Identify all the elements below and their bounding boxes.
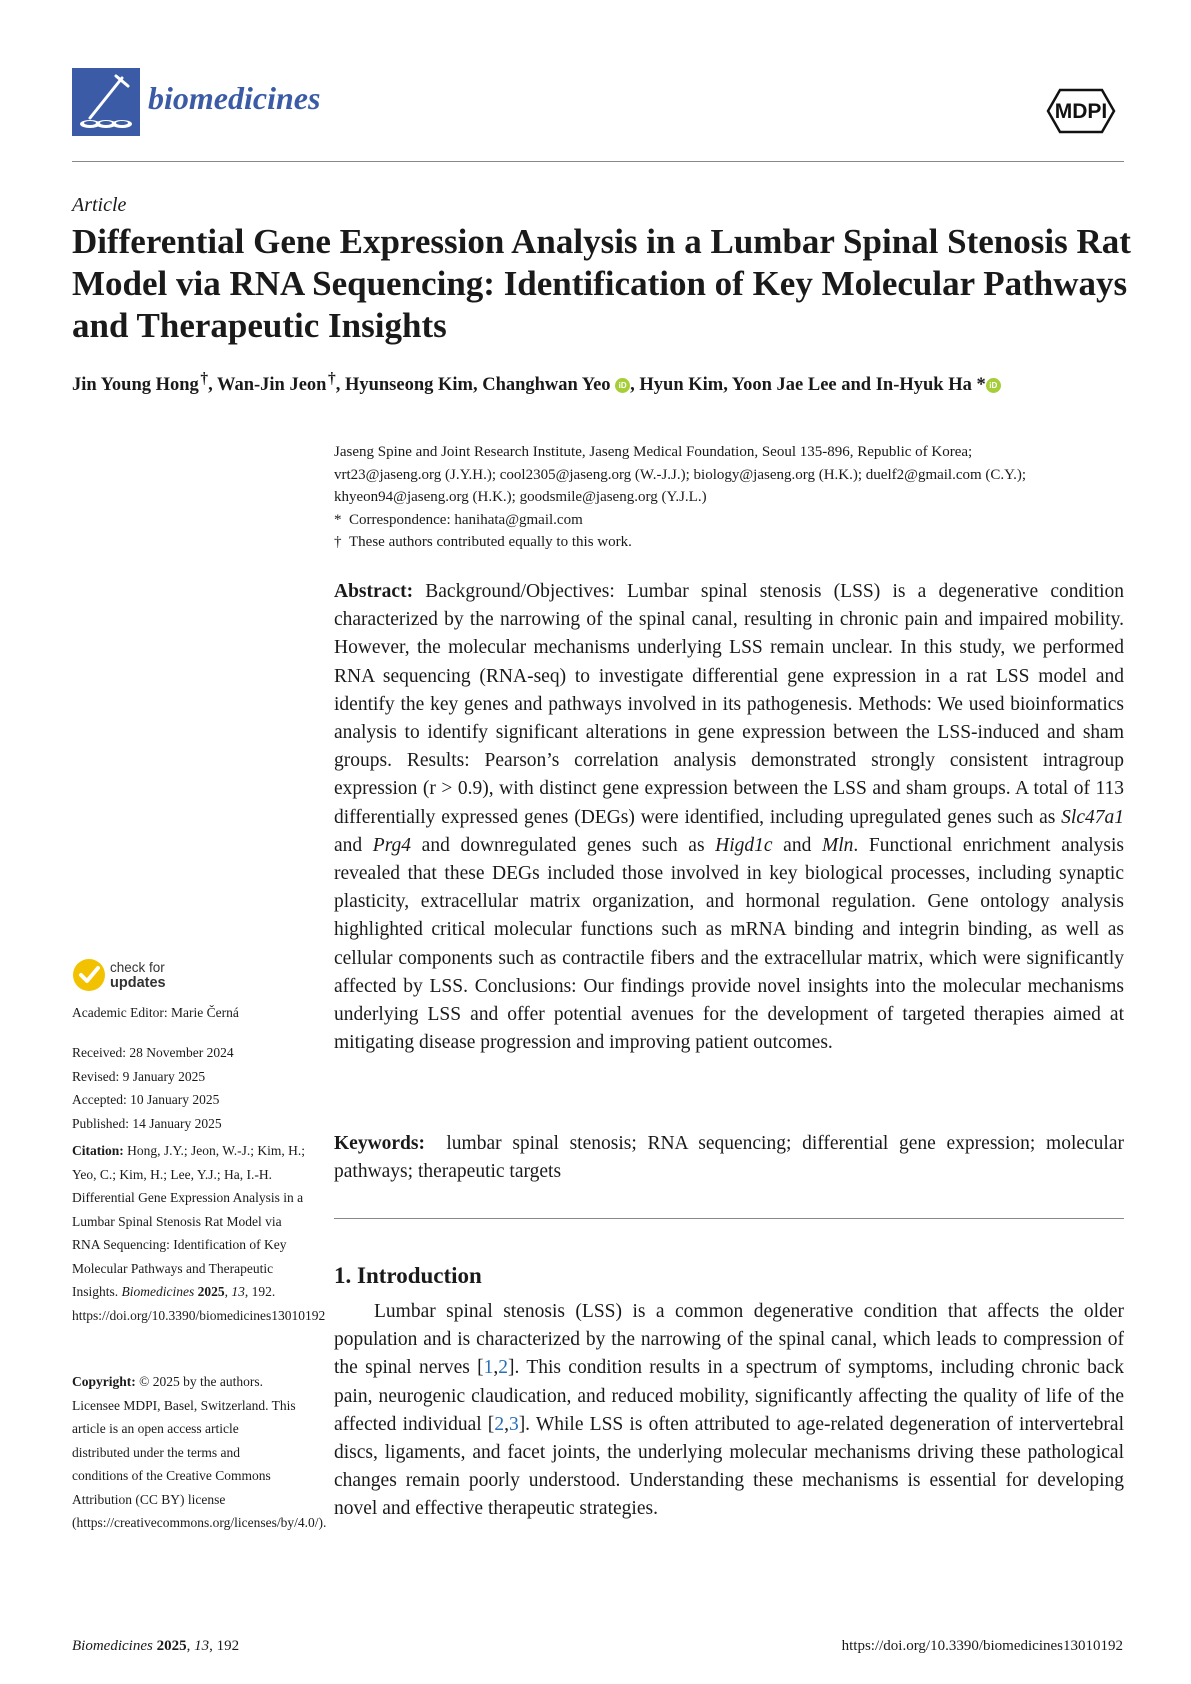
abstract-text: and downregulated genes such as xyxy=(411,834,716,856)
equal-contribution-text: These authors contributed equally to this work. xyxy=(349,534,632,550)
article-type-label: Article xyxy=(72,194,127,216)
equal-contribution-note xyxy=(334,531,1134,554)
copyright-text: © 2025 by the authors. Licensee MDPI, Basel, Switzerland. This article is an open access article distributed under the terms and conditions of the Creative Commons Attribution (CC BY) license (https://creativecommons.org/licenses/by/4.0/). xyxy=(72,1374,327,1530)
abstract-label: Abstract: xyxy=(334,581,414,602)
introduction-heading: 1. Introduction xyxy=(334,1263,482,1288)
gene-name: Slc47a1 xyxy=(1061,806,1124,828)
equal-contrib-mark: † xyxy=(200,370,209,387)
citation-year: 2025 xyxy=(197,1284,225,1299)
citation-link[interactable]: 2 xyxy=(494,1413,505,1435)
affiliation-line: Jaseng Spine and Joint Research Institute, Jaseng Medical Foundation, Seoul 135-896, Republic of Korea; xyxy=(334,444,973,460)
citation-label: Citation: xyxy=(72,1143,124,1158)
check-for-updates-icon[interactable] xyxy=(72,958,106,992)
intro-text: ]. While LSS is often attributed to age-related degeneration of intervertebral discs, ligaments, and facet joints, the underlying molecular mechanisms driving these pathological changes remain poorly understood. Understanding these mechanisms is essential for developing novel and effective therapeutic strategies. xyxy=(334,1413,1125,1520)
copyright-block xyxy=(72,1370,327,1535)
author-name[interactable]: Jin Young Hong xyxy=(72,375,199,396)
author-name[interactable]: In-Hyuk Ha xyxy=(875,375,972,396)
keywords xyxy=(334,1130,1124,1186)
copyright-label: Copyright: xyxy=(72,1374,136,1389)
author-name[interactable]: Hyun Kim xyxy=(639,375,724,396)
citation-doi[interactable]: , 192. https://doi.org/10.3390/biomedicines13010192 xyxy=(72,1284,326,1323)
correspondence-email[interactable]: Correspondence: hanihata@gmail.com xyxy=(349,511,583,528)
mdpi-logo-icon xyxy=(1040,86,1122,136)
academic-editor: Academic Editor: Marie Černá xyxy=(72,1005,239,1020)
journal-name: biomedicines xyxy=(148,80,321,116)
gene-name: Mln xyxy=(821,834,854,856)
abstract-text: Background/Objectives: Lumbar spinal stenosis (LSS) is a degenerative condition characterized by the narrowing of the spinal canal, resulting in chronic pain and impaired mobility. However, the molecular mechanisms underlying LSS remain unclear. In this study, we performed RNA sequencing (RNA-seq) to investigate differential gene expression in a rat LSS model and identify the key genes and pathways involved in its pathogenesis. Methods: We used bioinformatics analysis to identify significant alterations in gene expression between the LSS-induced and sham groups. Results: Pearson’s correlation analysis demonstrated strongly consistent intragroup expression (r > 0.9), with distinct gene expression between the LSS and sham groups. A total of 113 differentially expressed genes (DEGs) were identified, including upregulated genes such as xyxy=(334,581,1124,828)
affiliation-emails: vrt23@jaseng.org (J.Y.H.); cool2305@jaseng.org (W.-J.J.); biology@jaseng.org (H.K.); duelf2@gmail.com (C.Y.); xyxy=(334,466,1026,483)
article-title: Differential Gene Expression Analysis in a Lumbar Spinal Stenosis Rat Model via RNA Sequencing: Identification of Key Molecular Pathways and Therapeutic Insights xyxy=(72,222,1131,345)
accepted-date: Accepted: 10 January 2025 xyxy=(72,1092,220,1107)
author-conjunction: and xyxy=(841,375,872,396)
author-name[interactable]: Wan-Jin Jeon xyxy=(216,375,327,396)
abstract-text: . Functional enrichment analysis revealed that these DEGs included those involved in key biological processes, including synaptic plasticity, extracellular matrix organization, and hormonal regulation. Gene ontology analysis highlighted critical molecular functions such as mRNA binding and integrin binding, as well as cellular components such as contractile fibers and the extracellular matrix, which were significantly affected by LSS. Conclusions: Our findings provide novel insights into the molecular mechanisms underlying LSS and offer potential avenues for the development of targeted therapies aimed at mitigating disease progression and improving patient outcomes. xyxy=(334,834,1125,1054)
header-divider xyxy=(72,161,1124,162)
footer-journal: Biomedicines xyxy=(72,1638,153,1654)
citation-volume: 13 xyxy=(231,1284,245,1299)
intro-text: Lumbar spinal stenosis (LSS) is a common degenerative condition that affects the older population and is characterized by the narrowing of the spinal canal, which leads to compression of the spinal nerves [ xyxy=(334,1301,1124,1379)
footer-doi-link[interactable]: https://doi.org/10.3390/biomedicines13010192 xyxy=(841,1638,1123,1654)
abstract-text: and xyxy=(772,834,822,856)
publication-dates xyxy=(72,1041,312,1135)
check-line: check for xyxy=(110,960,165,975)
introduction-paragraph xyxy=(334,1298,1124,1524)
section-divider xyxy=(334,1218,1124,1219)
gene-name: Prg4 xyxy=(372,834,412,856)
citation-text: Hong, J.Y.; Jeon, W.-J.; Kim, H.; Yeo, C.; Kim, H.; Lee, Y.J.; Ha, I.-H. Differential Gene Expression Analysis in a Lumbar Spinal Stenosis Rat Model via RNA Sequencing: Identification of Key Molecular Pathways and Therapeutic Insights. xyxy=(72,1143,306,1299)
affiliations xyxy=(334,441,1134,554)
published-date: Published: 14 January 2025 xyxy=(72,1115,222,1131)
correspondence-note xyxy=(334,509,1134,532)
check-for-updates-label[interactable] xyxy=(110,960,166,991)
revised-date: Revised: 9 January 2025 xyxy=(72,1068,206,1084)
intro-text: ]. This condition results in a spectrum of symptoms, including chronic back pain, neurogenic claudication, and reduced mobility, significantly affecting the quality of life of the affected individual [ xyxy=(334,1357,1124,1435)
citation-link[interactable]: 3 xyxy=(508,1413,519,1435)
affiliation-emails: khyeon94@jaseng.org (H.K.); goodsmile@jaseng.org (Y.J.L.) xyxy=(334,489,707,505)
author-name[interactable]: Hyunseong Kim xyxy=(344,375,473,396)
updates-line: updates xyxy=(110,975,166,991)
author-name[interactable]: Changhwan Yeo xyxy=(482,375,611,396)
corresponding-mark: * xyxy=(976,375,986,396)
footer-page: 192 xyxy=(216,1638,240,1654)
abstract xyxy=(334,578,1124,1057)
citation-block: Citation: Hong, J.Y.; Jeon, W.-J.; Kim, H.; Yeo, C.; Kim, H.; Lee, Y.J.; Ha, I.-H. Differential Gene Expression Analysis in a Lumbar Spinal Stenosis Rat Model via RNA Sequencing: Identification of Key Molecular Pathways and Therapeutic Insights. Biomedicines 2025, 13, 192. https://doi.org/10.3390/biomedicines13010192 xyxy=(72,1143,326,1323)
citation-separator: , xyxy=(493,1357,499,1379)
footer-volume: 13 xyxy=(194,1638,210,1654)
citation-separator: , xyxy=(504,1413,509,1435)
footer-year: 2025 xyxy=(156,1638,187,1654)
mdpi-logo-text: MDPI xyxy=(1054,100,1108,123)
citation-link[interactable]: 1 xyxy=(483,1357,494,1379)
received-date: Received: 28 November 2024 xyxy=(72,1045,234,1060)
equal-contrib-mark: † xyxy=(328,370,336,387)
equal-contribution-symbol: † xyxy=(334,534,342,550)
keywords-label: Keywords: xyxy=(334,1133,425,1154)
footer-citation: Biomedicines 2025, 13, 192 xyxy=(72,1638,240,1654)
correspondence-symbol: * xyxy=(334,511,342,528)
orcid-icon[interactable]: iD xyxy=(615,378,630,393)
author-name[interactable]: Yoon Jae Lee xyxy=(731,375,837,396)
abstract-text: and xyxy=(334,834,373,856)
orcid-icon[interactable]: iD xyxy=(986,378,1001,393)
keywords-text: lumbar spinal stenosis; RNA sequencing; differential gene expression; molecular pathways; therapeutic targets xyxy=(334,1133,1125,1183)
journal-logo-icon xyxy=(72,68,140,136)
citation-journal: Biomedicines xyxy=(121,1284,195,1299)
author-list: Jin Young Hong †, Wan-Jin Jeon †, Hyunseong Kim, Changhwan Yeo iD , Hyun Kim, Yoon Jae Lee and In-Hyuk Ha * iD xyxy=(72,370,1152,396)
gene-name: Higd1c xyxy=(715,834,773,856)
citation-link[interactable]: 2 xyxy=(498,1357,509,1379)
